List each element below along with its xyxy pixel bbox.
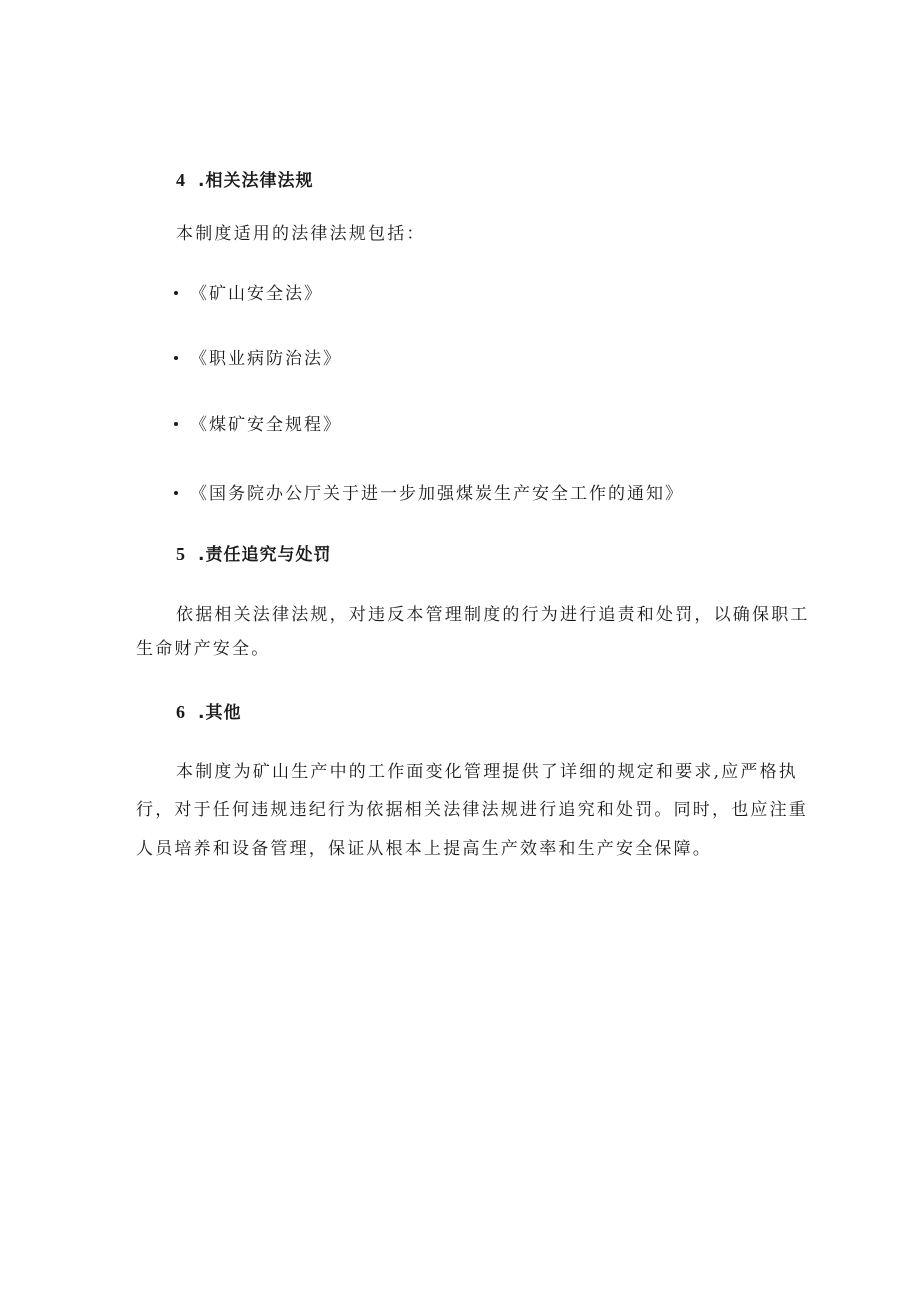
section-heading-6 [176, 698, 241, 723]
paragraph-line: 行，对于任何违规违纪行为依据相关法律法规进行追究和处罚。同时，也应注重 [136, 800, 808, 820]
section-number: 4 [176, 170, 186, 190]
paragraph-line: 依据相关法律法规，对违反本管理制度的行为进行追责和处罚，以确保职工 [176, 605, 810, 625]
bullet-icon [174, 356, 178, 360]
paragraph-intro: 本制度适用的法律法规包括： [176, 224, 426, 244]
section-heading-5 [176, 540, 331, 565]
paragraph-line: 人员培养和设备管理，保证从根本上提高生产效率和生产安全保障。 [136, 839, 712, 859]
section-title: .其他 [198, 703, 242, 723]
section-number: 6 [176, 702, 186, 722]
bullet-icon [174, 491, 178, 495]
bullet-icon [174, 291, 178, 295]
paragraph-line: 本制度为矿山生产中的工作面变化管理提供了详细的规定和要求,应严格执 [176, 762, 799, 782]
section-number: 5 [176, 544, 186, 564]
section-title: .相关法律法规 [198, 171, 314, 191]
section-heading-4 [176, 166, 313, 191]
paragraph-line: 生命财产安全。 [136, 639, 271, 659]
list-item: 《职业病防治法》 [190, 349, 342, 369]
list-item: 《煤矿安全规程》 [190, 415, 342, 435]
section-title: .责任追究与处罚 [198, 545, 332, 565]
list-item: 《矿山安全法》 [190, 284, 323, 304]
bullet-icon [174, 422, 178, 426]
list-item: 《国务院办公厅关于进一步加强煤炭生产安全工作的通知》 [190, 484, 684, 504]
